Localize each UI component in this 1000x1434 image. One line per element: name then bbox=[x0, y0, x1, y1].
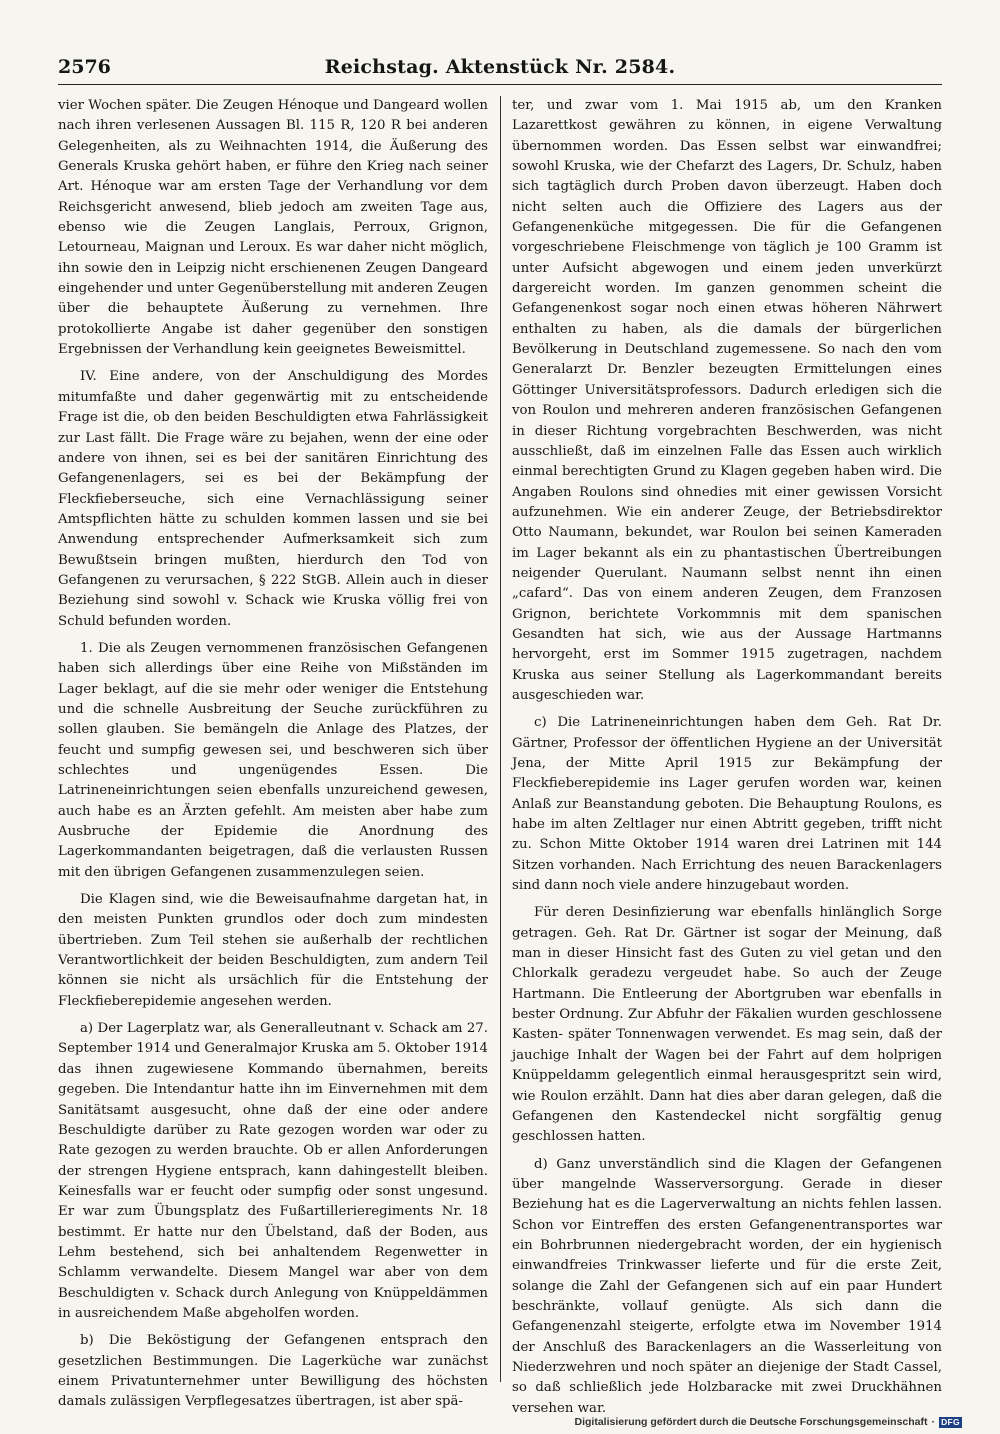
column-divider bbox=[500, 96, 501, 1382]
paragraph: Die Klagen sind, wie die Beweisaufnahme dargetan hat, in den meisten Punkten grundlos oder doch zum mindesten übertrieben. Zum Teil stehen sie außerhalb der rechtlichen Verantwortlichkeit der beiden Beschuldigten, zum andern Teil können sie nicht als ursächlich für die Entstehung der Fleckfieberepidemie angesehen werden. bbox=[58, 892, 488, 1009]
digitization-note: Digitalisierung gefördert durch die Deutsche Forschungsgemeinschaft · DFG bbox=[575, 1416, 962, 1428]
paragraph: c) Die Latrineneinrichtungen haben dem Geh. Rat Dr. Gärtner, Professor der öffentlichen Hygiene an der Universität Jena, der Mitte April 1915 zur Bekämpfung der Fleckfieberepidemie ins Lager gerufen worden war, keinen Anlaß zur Beanstandung geboten. Die Behauptung Roulons, es habe im alten Zeltlager nur einen Abtritt gegeben, trifft nicht zu. Schon Mitte Oktober 1914 waren drei Latrinen mit 144 Sitzen vorhanden. Nach Errichtung des neuen Barackenlagers sind dann noch viele andere hinzugebaut worden. bbox=[512, 715, 942, 894]
text-columns bbox=[58, 96, 942, 1416]
running-title: Reichstag. Aktenstück Nr. 2584. bbox=[324, 56, 676, 78]
paragraph: a) Der Lagerplatz war, als Generalleutnant v. Schack am 27. September 1914 und Generalmajor Kruska am 5. Oktober 1914 das ihnen zugewiesene Kommando übernahmen, bereits gegeben. Die Intendantur hatte ihn im Einvernehmen mit dem Sanitätsamt ausgesucht, ohne daß der eine oder andere Beschuldigte darüber zu Rate gezogen worden war oder zu Rate gezogen zu werden brauchte. Ob er allen Anforderungen der strengen Hygiene entsprach, kann dahingestellt bleiben. Keinesfalls war er feucht oder sumpfig oder sonst ungesund. Er war zum Übungsplatz des Fußartillerieregiments Nr. 18 bestimmt. Er hatte nur den Übelstand, daß der Boden, aus Lehm bestehend, sich bei anhaltendem Regenwetter in Schlamm verwandelte. Diesem Mangel war aber von dem Beschuldigten v. Schack durch Anlegung von Knüppeldämmen in ausreichendem Maße abgeholfen worden. bbox=[58, 1021, 488, 1321]
paragraph: ter, und zwar vom 1. Mai 1915 ab, um den Kranken Lazarettkost gewähren zu können, in eigene Verwaltung übernommen worden. Das Essen selbst war einwandfrei; sowohl Kruska, wie der Chefarzt des Lagers, Dr. Schulz, haben sich tagtäglich durch Proben davon überzeugt. Haben doch nicht selten auch die Offiziere des Lagers aus der Gefangenenküche mitgegessen. Die für die Gefangenen vorgeschriebene Fleischmenge von täglich je 100 Gramm ist unter Aufsicht abgewogen und einem jeden unverkürzt dargereicht worden. Im ganzen genommen scheint die Gefangenenkost sogar noch einen etwas höheren Nährwert enthalten zu haben, als die damals der bürgerlichen Bevölkerung in Deutschland zugemessene. So nach den vom Generalarzt Dr. Benzler bezeugten Ermittelungen eines Göttinger Universitätsprofessors. Dadurch erledigen sich die von Roulon und mehreren anderen französischen Gefangenen in dieser Richtung vorgebrachten Beschwerden, was nicht ausschließt, daß im einzelnen Falle das Essen auch wirklich einmal berechtigten Grund zu Klagen gegeben haben wird. Die Angaben Roulons sind ohnedies mit einer gewissen Vorsicht aufzunehmen. Wie ein anderer Zeuge, der Betriebsdirektor Otto Naumann, bekundet, war Roulon bei seinen Kameraden im Lager bekannt als ein zu phantastischen Übertreibungen neigender Querulant. Naumann selbst nennt ihn einen „cafard“. Das von einem anderen Zeugen, dem Franzosen Grignon, berichtete Vorkommnis mit dem spanischen Gesandten hat sich, wie aus der Aussage Hartmanns hervorgeht, erst im Sommer 1915 zugetragen, nachdem Kruska aus seiner Stellung als Lagerkommandant bereits ausgeschieden war. bbox=[512, 98, 942, 703]
paragraph: d) Ganz unverständlich sind die Klagen der Gefangenen über mangelnde Wasserversorgung. Gerade in dieser Beziehung hat es die Lagerverwaltung an nichts fehlen lassen. Schon vor Eintreffen des ersten Gefangenentransportes war ein Bohrbrunnen niedergebracht worden, der ein hygienisch einwandfreies Trinkwasser lieferte und für die erste Zeit, solange die Zahl der Gefangenen sich auf ein paar Hundert beschränkte, vollauf genügte. Als sich dann die Gefangenenzahl steigerte, erfolgte etwa im November 1914 der Anschluß des Barackenlagers an die Wasserleitung von Niederzwehren und noch später an diejenige der Stadt Cassel, so daß schließlich jede Holzbaracke mit zwei Druckhähnen versehen war. bbox=[512, 1156, 942, 1416]
page-header bbox=[58, 56, 942, 85]
paragraph: 1. Die als Zeugen vernommenen französischen Gefangenen haben sich allerdings über eine Reihe von Mißständen im Lager beklagt, auf die sie mehr oder weniger die Entstehung und die schnelle Ausbreitung der Seuche zurückführen zu sollen glauben. Sie bemängeln die Anlage des Platzes, der feucht und sumpfig gewesen sei, und beschweren sich über schlechtes und ungenügendes Essen. Die Latrineneinrichtungen seien ebenfalls unzureichend gewesen, auch habe es an Ärzten gefehlt. Am meisten aber habe zum Ausbruche der Epidemie die Anordnung des Lagerkommandanten beigetragen, daß die verlausten Russen mit den übrigen Gefangenen zusammenzulegen seien. bbox=[58, 640, 488, 880]
dfg-logo: DFG bbox=[939, 1417, 962, 1428]
paragraph: vier Wochen später. Die Zeugen Hénoque und Dangeard wollen nach ihren verlesenen Aussagen Bl. 115 R, 120 R bei anderen Gelegenheiten, als zu Weihnachten 1914, die Äußerung des Generals Kruska gehört haben, er führe den Krieg nach seiner Art. Hénoque war am ersten Tage der Verhandlung vor dem Reichsgericht anwesend, blieb jedoch am zweiten Tage aus, ebenso wie die Zeugen Langlais, Perroux, Grignon, Letourneau, Maignan und Leroux. Es war daher nicht möglich, ihn sowie den in Leipzig nicht erschienenen Zeugen Dangeard eingehender und unter Gegenüberstellung mit anderen Zeugen über die behauptete Äußerung zu vernehmen. Ihre protokollierte Angabe ist daher gegenüber den sonstigen Ergebnissen der Verhandlung kein geeignetes Beweismittel. bbox=[58, 98, 488, 358]
digitization-note-text: Digitalisierung gefördert durch die Deutsche Forschungsgemeinschaft bbox=[574, 1416, 928, 1428]
paragraph: b) Die Beköstigung der Gefangenen entsprach den gesetzlichen Bestimmungen. Die Lagerküche war zunächst einem Privatunternehmer unter Bewilligung des höchsten damals zulässigen Verpflegesatzes übertragen, ist aber spä- bbox=[58, 1333, 488, 1410]
right-column bbox=[512, 96, 942, 1416]
page-number: 2576 bbox=[58, 56, 111, 78]
left-column bbox=[58, 96, 488, 1410]
paragraph: IV. Eine andere, von der Anschuldigung des Mordes mitumfaßte und daher gegenwärtig mit zu entscheidende Frage ist die, ob den beiden Beschuldigten etwa Fahrlässigkeit zur Last fällt. Die Frage wäre zu bejahen, wenn der eine oder andere von ihnen, sei es bei der sanitären Einrichtung des Gefangenenlagers, sei es bei der Bekämpfung der Fleckfieberseuche, sich eine Vernachlässigung seiner Amtspflichten hätte zu schulden kommen lassen und sie bei Anwendung entsprechender Aufmerksamkeit sich zum Bewußtsein bringen mußten, hierdurch den Tod von Gefangenen zu verursachen, § 222 StGB. Allein auch in dieser Beziehung sind sowohl v. Schack wie Kruska völlig frei von Schuld befunden worden. bbox=[58, 369, 488, 629]
paragraph: Für deren Desinfizierung war ebenfalls hinlänglich Sorge getragen. Geh. Rat Dr. Gärtner ist sogar der Meinung, daß man in dieser Hinsicht fast des Guten zu viel getan und den Chlorkalk geradezu vergeudet habe. So auch der Zeuge Hartmann. Die Entleerung der Abortgruben war ebenfalls in bester Ordnung. Zur Abfuhr der Fäkalien wurden geschlossene Kasten- später Tonnenwagen verwendet. Es mag sein, daß der jauchige Inhalt der Wagen bei der Fahrt auf dem holprigen Knüppeldamm gelegentlich einmal herausgespritzt sein wird, wie Roulon erzählt. Dann hat dies aber daran gelegen, daß die Gefangenen den Kastendeckel nicht sorgfältig genug geschlossen hatten. bbox=[512, 905, 942, 1145]
